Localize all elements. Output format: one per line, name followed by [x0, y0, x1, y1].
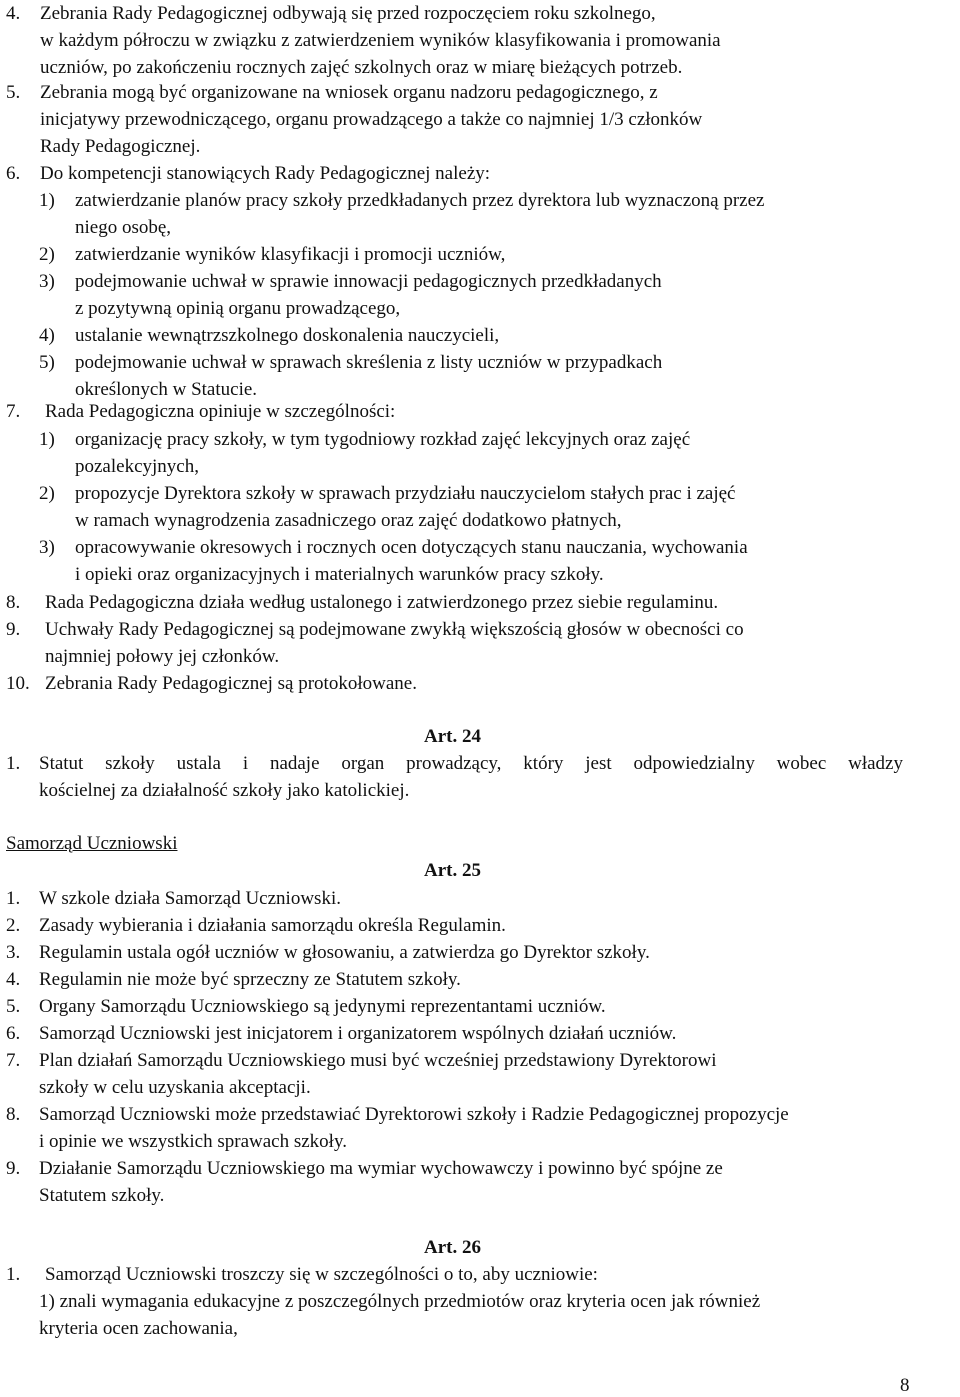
- list-item-line: kryteria ocen zachowania,: [39, 1318, 238, 1339]
- paragraph-line: Zebrania Rady Pedagogicznej odbywają się przed rozpoczęciem roku szkolnego,: [40, 3, 656, 24]
- paragraph-line: Zebrania mogą być organizowane na wniosek organu nadzoru pedagogicznego, z: [40, 82, 658, 103]
- list-item-number: 4.: [6, 969, 21, 990]
- section-title: Samorząd Uczniowski: [6, 833, 178, 854]
- list-item-line: w ramach wynagrodzenia zasadniczego oraz zajęć dodatkowo płatnych,: [75, 510, 622, 531]
- list-item-line: zatwierdzanie wyników klasyfikacji i promocji uczniów,: [75, 244, 506, 265]
- list-item-number: 2): [39, 244, 55, 265]
- paragraph-line: uczniów, po zakończeniu rocznych zajęć szkolnych oraz w miarę bieżących potrzeb.: [40, 57, 683, 78]
- paragraph-number: 9.: [6, 619, 21, 640]
- paragraph-line: najmniej połowy jej członków.: [45, 646, 280, 667]
- paragraph-number: 1.: [6, 1264, 21, 1285]
- list-item-number: 1): [39, 429, 55, 450]
- list-item-number: 6.: [6, 1023, 21, 1044]
- list-item-line: Organy Samorządu Uczniowskiego są jedynymi reprezentantami uczniów.: [39, 996, 606, 1017]
- list-item-number: 2): [39, 483, 55, 504]
- list-item-line: pozalekcyjnych,: [75, 456, 199, 477]
- list-item-number: 1): [39, 190, 55, 211]
- paragraph-number: 1.: [6, 753, 21, 774]
- paragraph-number: 5.: [6, 82, 21, 103]
- list-item-line: z pozytywną opinią organu prowadzącego,: [75, 298, 401, 319]
- list-item-number: 2.: [6, 915, 21, 936]
- list-item-line: podejmowanie uchwał w sprawach skreślenia z listy uczniów w przypadkach: [75, 352, 663, 373]
- list-item-number: 3): [39, 537, 55, 558]
- paragraph-number: 4.: [6, 3, 21, 24]
- list-item-number: 3): [39, 271, 55, 292]
- paragraph-intro: Do kompetencji stanowiących Rady Pedagogicznej należy:: [40, 163, 491, 184]
- list-item-line: Zasady wybierania i działania samorządu określa Regulamin.: [39, 915, 506, 936]
- list-item-number: 4): [39, 325, 55, 346]
- paragraph-number: 7.: [6, 401, 21, 422]
- paragraph-line: kościelnej za działalność szkoły jako katolickiej.: [39, 780, 410, 801]
- paragraph-number: 8.: [6, 592, 21, 613]
- paragraph-line: Uchwały Rady Pedagogicznej są podejmowane zwykłą większością głosów w obecności co: [45, 619, 744, 640]
- list-item-line: i opinie we wszystkich sprawach szkoły.: [39, 1131, 347, 1152]
- article-heading: Art. 25: [424, 860, 481, 881]
- list-item-number: 3.: [6, 942, 21, 963]
- list-item-number: 8.: [6, 1104, 21, 1125]
- list-item-line: ustalanie wewnątrzszkolnego doskonalenia nauczycieli,: [75, 325, 500, 346]
- paragraph-line: Rady Pedagogicznej.: [40, 136, 201, 157]
- list-item-line: niego osobę,: [75, 217, 172, 238]
- paragraph-line: w każdym półroczu w związku z zatwierdzeniem wyników klasyfikowania i promowania: [40, 30, 721, 51]
- list-item-number: 5.: [6, 996, 21, 1017]
- list-item-line: propozycje Dyrektora szkoły w sprawach przydziału nauczycielom stałych prac i zajęć: [75, 483, 736, 504]
- list-item-line: Plan działań Samorządu Uczniowskiego musi być wcześniej przedstawiony Dyrektorowi: [39, 1050, 717, 1071]
- list-item-line: organizację pracy szkoły, w tym tygodniowy rozkład zajęć lekcyjnych oraz zajęć: [75, 429, 691, 450]
- list-item-line: Samorząd Uczniowski może przedstawiać Dyrektorowi szkoły i Radzie Pedagogicznej propozycje: [39, 1104, 789, 1125]
- list-item-line: Statutem szkoły.: [39, 1185, 165, 1206]
- list-item-line: zatwierdzanie planów pracy szkoły przedkładanych przez dyrektora lub wyznaczoną przez: [75, 190, 765, 211]
- list-item-line: Samorząd Uczniowski jest inicjatorem i organizatorem wspólnych działań uczniów.: [39, 1023, 677, 1044]
- paragraph-line: Statut szkoły ustala i nadaje organ prowadzący, który jest odpowiedzialny wobec władzy: [39, 753, 903, 774]
- list-item-line: opracowywanie okresowych i rocznych ocen dotyczących stanu nauczania, wychowania: [75, 537, 748, 558]
- paragraph-line: inicjatywy przewodniczącego, organu prowadzącego a także co najmniej 1/3 członków: [40, 109, 703, 130]
- paragraph-line: Rada Pedagogiczna działa według ustalonego i zatwierdzonego przez siebie regulaminu.: [45, 592, 719, 613]
- paragraph-number: 10.: [6, 673, 30, 694]
- list-item-number: 9.: [6, 1158, 21, 1179]
- list-item-line: szkoły w celu uzyskania akceptacji.: [39, 1077, 311, 1098]
- list-item-number: 5): [39, 352, 55, 373]
- list-item-line: 1) znali wymagania edukacyjne z poszczególnych przedmiotów oraz kryteria ocen jak również: [39, 1291, 761, 1312]
- list-item-line: podejmowanie uchwał w sprawie innowacji pedagogicznych przedkładanych: [75, 271, 662, 292]
- list-item-line: Regulamin ustala ogół uczniów w głosowaniu, a zatwierdza go Dyrektor szkoły.: [39, 942, 650, 963]
- page-number: 8: [900, 1375, 910, 1396]
- paragraph-line: Samorząd Uczniowski troszczy się w szczególności o to, aby uczniowie:: [45, 1264, 598, 1285]
- paragraph-line: Zebrania Rady Pedagogicznej są protokołowane.: [45, 673, 417, 694]
- list-item-line: W szkole działa Samorząd Uczniowski.: [39, 888, 341, 909]
- paragraph-number: 6.: [6, 163, 21, 184]
- article-heading: Art. 24: [424, 726, 481, 747]
- list-item-line: Regulamin nie może być sprzeczny ze Statutem szkoły.: [39, 969, 461, 990]
- list-item-line: Działanie Samorządu Uczniowskiego ma wymiar wychowawczy i powinno być spójne ze: [39, 1158, 723, 1179]
- article-heading: Art. 26: [424, 1237, 481, 1258]
- list-item-line: i opieki oraz organizacyjnych i materialnych warunków pracy szkoły.: [75, 564, 604, 585]
- list-item-number: 7.: [6, 1050, 21, 1071]
- list-item-line: określonych w Statucie.: [75, 379, 258, 400]
- list-item-number: 1.: [6, 888, 21, 909]
- paragraph-intro: Rada Pedagogiczna opiniuje w szczególności:: [45, 401, 396, 422]
